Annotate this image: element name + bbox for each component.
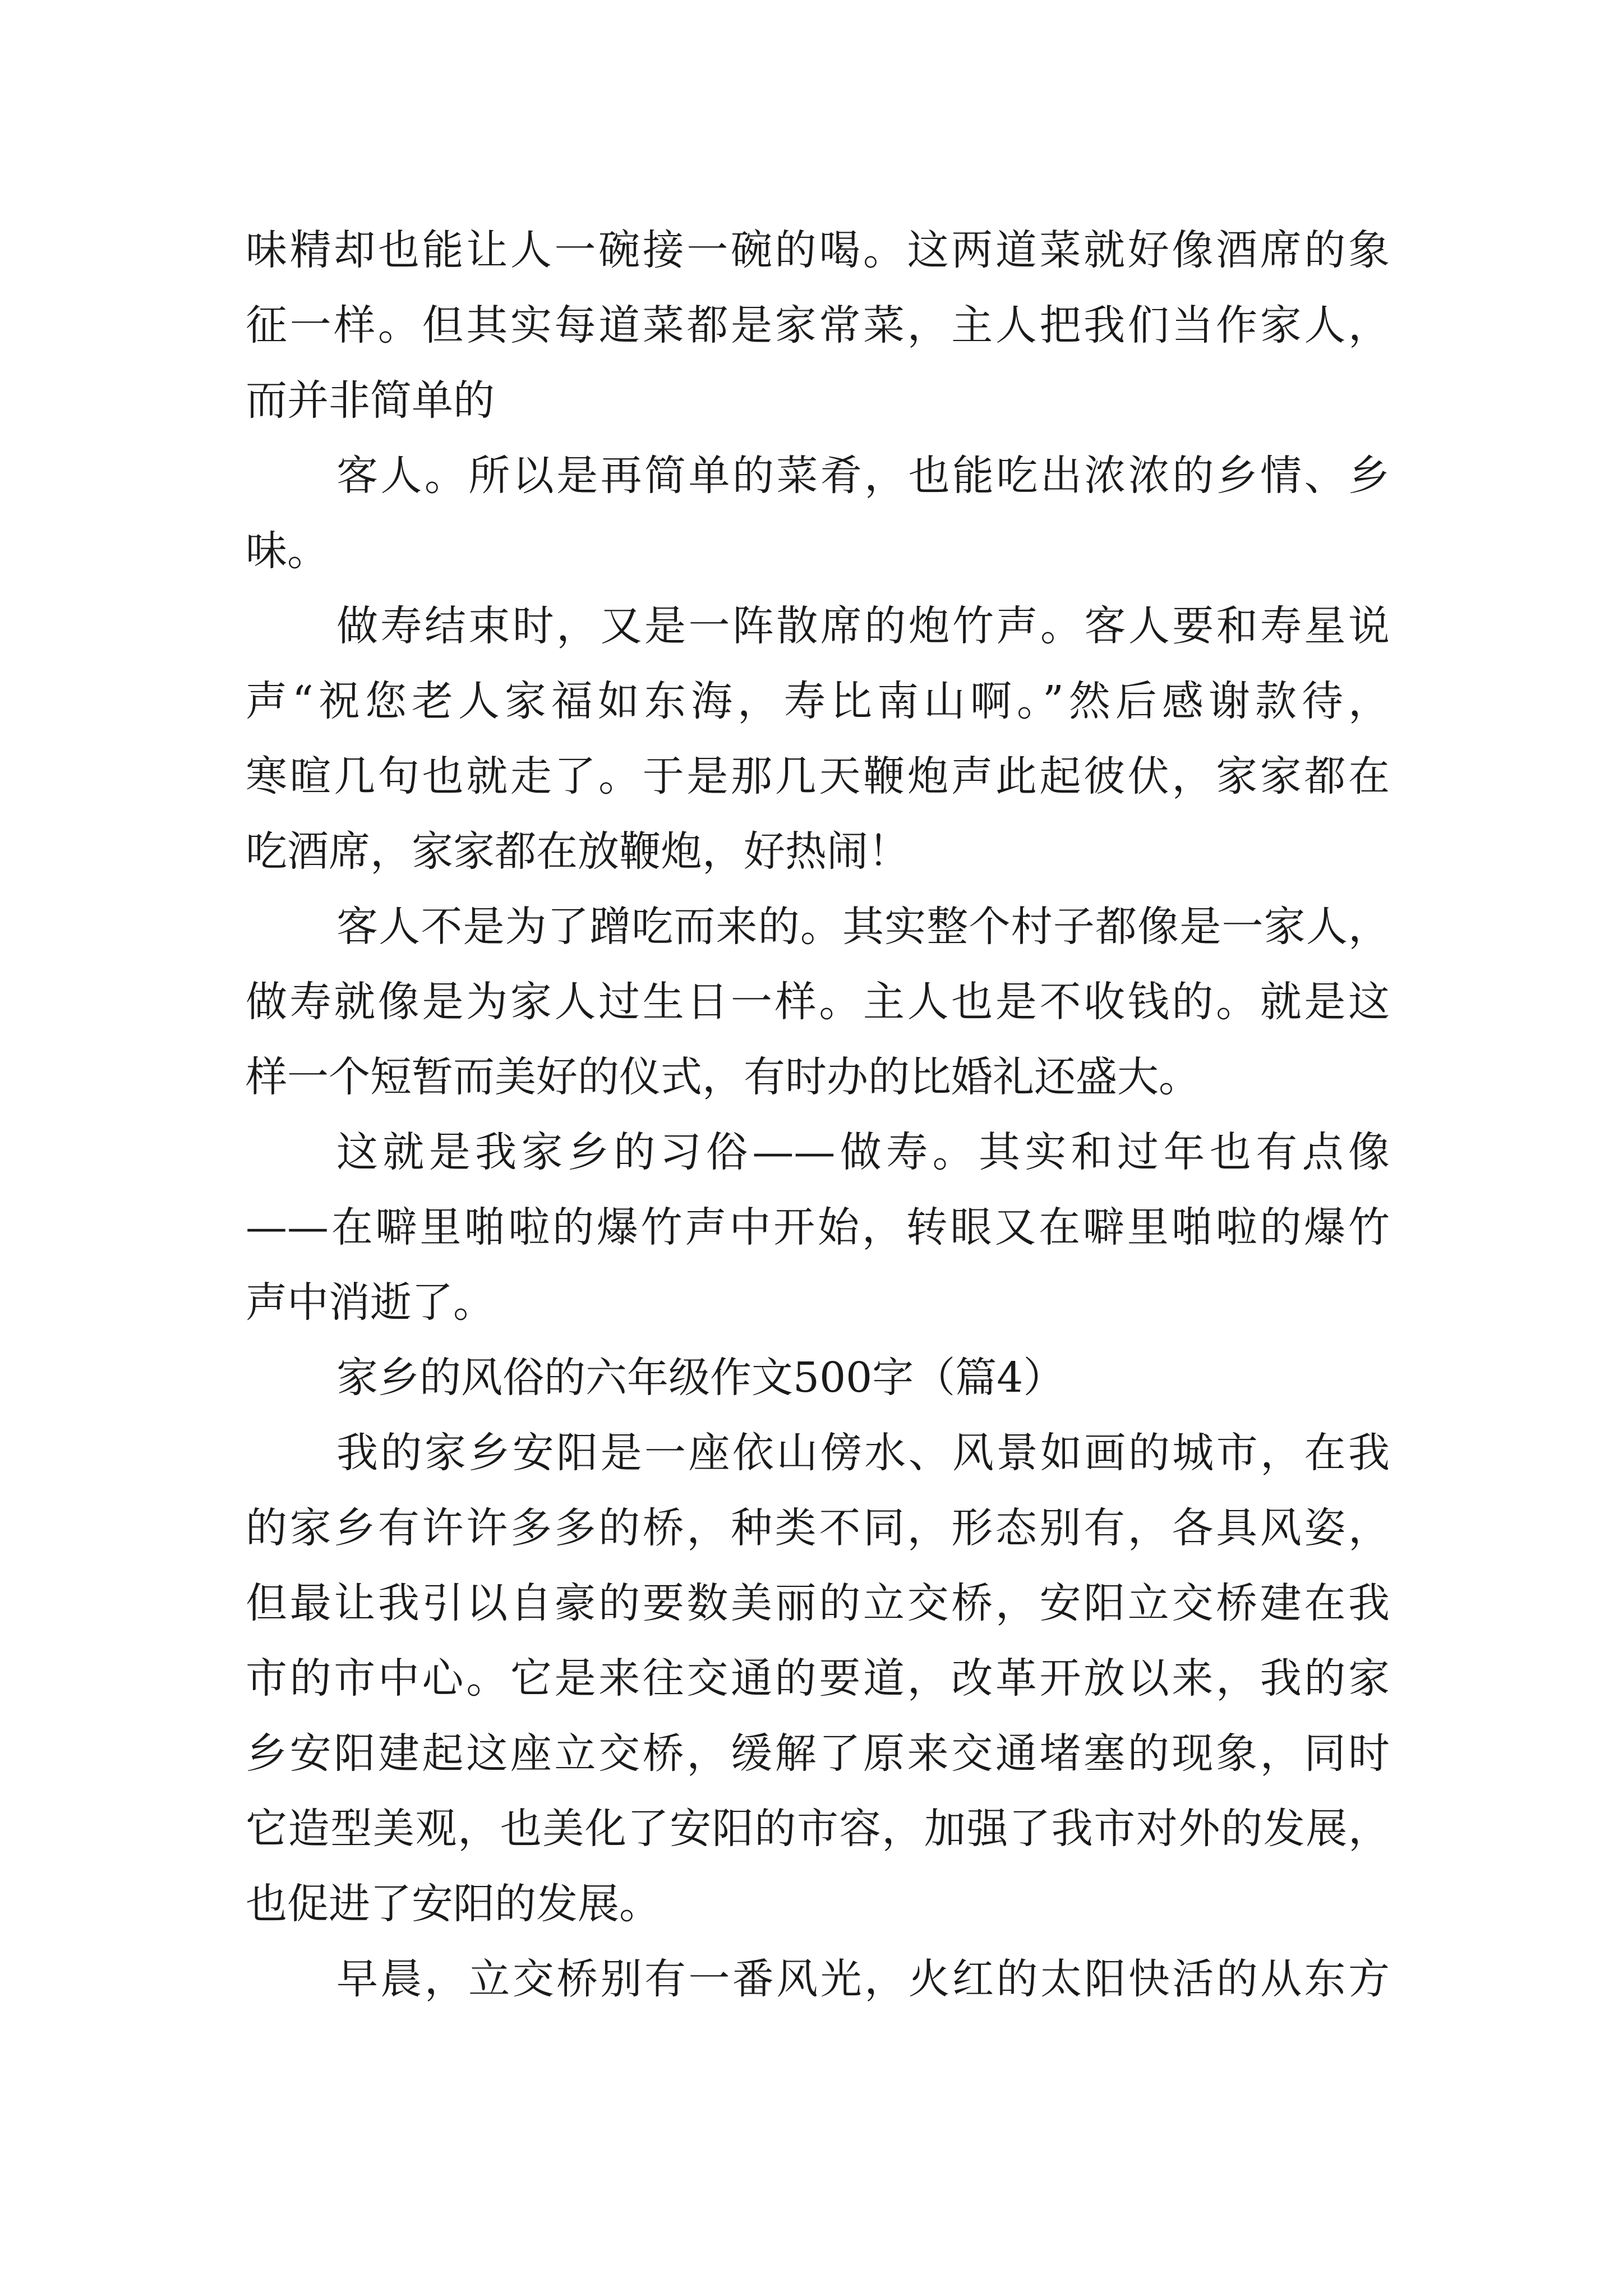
text-line: 客人不是为了蹭吃而来的。其实整个村子都像是一家人， — [336, 903, 1390, 951]
text-line: 味精却也能让人一碗接一碗的喝。这两道菜就好像酒席的象 — [246, 226, 1390, 274]
text-line: 做寿结束时，又是一阵散席的炮竹声。客人要和寿星说 — [336, 602, 1390, 650]
text-line: 乡安阳建起这座立交桥，缓解了原来交通堵塞的现象，同时 — [246, 1729, 1390, 1778]
text-line: 味。 — [246, 527, 329, 575]
text-line: ——在噼里啪啦的爆竹声中开始，转眼又在噼里啪啦的爆竹 — [246, 1203, 1390, 1251]
text-line: 我的家乡安阳是一座依山傍水、风景如画的城市，在我 — [336, 1429, 1390, 1477]
text-line: 的家乡有许许多多的桥，种类不同，形态别有，各具风姿， — [246, 1504, 1390, 1552]
section-heading: 家乡的风俗的六年级作文500字（篇4） — [336, 1354, 1065, 1402]
text-line: 但最让我引以自豪的要数美丽的立交桥，安阳立交桥建在我 — [246, 1579, 1390, 1627]
text-line: 也促进了安阳的发展。 — [246, 1880, 661, 1928]
text-line: 寒暄几句也就走了。于是那几天鞭炮声此起彼伏，家家都在 — [246, 752, 1390, 800]
text-line: 这就是我家乡的习俗——做寿。其实和过年也有点像 — [336, 1128, 1390, 1176]
text-line: 早晨，立交桥别有一番风光，火红的太阳快活的从东方 — [336, 1955, 1390, 2003]
text-line: 声中消逝了。 — [246, 1278, 495, 1327]
text-line: 做寿就像是为家人过生日一样。主人也是不收钱的。就是这 — [246, 978, 1390, 1026]
text-line: 市的市中心。它是来往交通的要道，改革开放以来，我的家 — [246, 1654, 1390, 1703]
text-line: 而并非简单的 — [246, 376, 495, 425]
text-line: 样一个短暂而美好的仪式，有时办的比婚礼还盛大。 — [246, 1053, 1200, 1101]
text-line: 它造型美观，也美化了安阳的市容，加强了我市对外的发展， — [246, 1805, 1390, 1853]
text-line: 声“祝您老人家福如东海，寿比南山啊。”然后感谢款待， — [246, 677, 1390, 725]
text-line: 征一样。但其实每道菜都是家常菜，主人把我们当作家人， — [246, 301, 1390, 349]
text-line: 吃酒席，家家都在放鞭炮，好热闹！ — [246, 827, 910, 876]
text-line: 客人。所以是再简单的菜肴，也能吃出浓浓的乡情、乡 — [336, 452, 1390, 500]
